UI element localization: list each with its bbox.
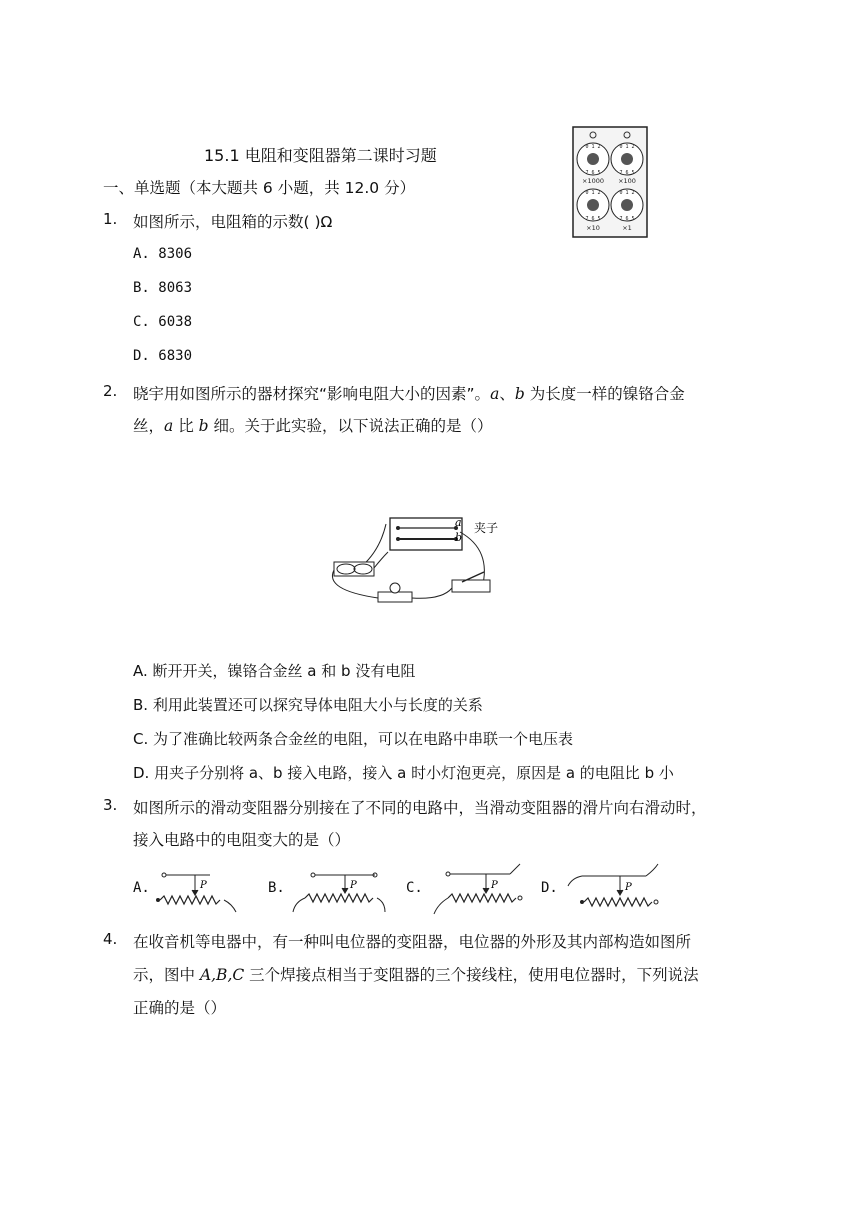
question-4-number: 4. — [103, 930, 118, 948]
multiplier-label-10: ×10 — [586, 224, 600, 232]
slider-label-c: P — [491, 880, 498, 891]
rheostat-option-d-label: D. — [541, 880, 558, 896]
question-2-line-1: 晓宇用如图所示的器材探究“影响电阻大小的因素”。a、b 为长度一样的镍铬合金 — [133, 385, 685, 403]
slider-label-a: P — [200, 880, 207, 891]
slider-label-b: P — [350, 880, 357, 891]
multiplier-label-1000: ×1000 — [582, 177, 604, 185]
page-title: 15.1 电阻和变阻器第二课时习题 — [204, 146, 437, 165]
question-4-line-2: 示，图中 A,B,C 三个焊接点相当于变阻器的三个接线柱，使用电位器时，下列说法 — [133, 966, 699, 984]
question-1-text: 如图所示，电阻箱的示数( )Ω — [133, 213, 333, 231]
rheostat-diagram-c — [428, 860, 528, 916]
question-1-option-d: D. 6830 — [133, 348, 193, 364]
slider-label-d: P — [625, 882, 632, 893]
rheostat-option-a-label: A. — [133, 880, 150, 896]
resistance-box-figure — [572, 126, 648, 238]
svg-text:0 1 2: 0 1 2 — [619, 144, 635, 150]
rheostat-diagram-a — [150, 866, 245, 916]
svg-text:0 1 2: 0 1 2 — [619, 190, 635, 196]
multiplier-label-100: ×100 — [618, 177, 636, 185]
rheostat-option-c-label: C. — [406, 880, 423, 896]
question-2-option-b: B. 利用此装置还可以探究导体电阻大小与长度的关系 — [133, 696, 483, 714]
svg-text:0 1 2: 0 1 2 — [585, 190, 601, 196]
rheostat-diagram-d — [562, 860, 667, 916]
circuit-figure — [322, 510, 522, 620]
section-heading: 一、单选题（本大题共 6 小题，共 12.0 分） — [103, 179, 416, 197]
question-1-option-b: B. 8063 — [133, 280, 193, 296]
svg-text:0 1 2: 0 1 2 — [585, 144, 601, 150]
rheostat-option-b-label: B. — [268, 880, 285, 896]
question-2-line-2: 丝，a 比 b 细。关于此实验，以下说法正确的是（） — [133, 417, 493, 435]
svg-text:7 6 5: 7 6 5 — [619, 216, 635, 222]
wire-label-a: a — [455, 516, 462, 529]
question-4-line-1: 在收音机等电器中，有一种叫电位器的变阻器，电位器的外形及其内部构造如图所 — [133, 933, 692, 951]
rheostat-diagram-b — [285, 866, 390, 916]
clip-label: 夹子 — [474, 521, 499, 535]
svg-text:7 6 5: 7 6 5 — [585, 170, 601, 176]
question-1-option-a: A. 8306 — [133, 246, 193, 262]
question-3-number: 3. — [103, 796, 118, 814]
question-4-line-3: 正确的是（） — [133, 999, 227, 1017]
question-1-option-c: C. 6038 — [133, 314, 193, 330]
svg-text:7 6 5: 7 6 5 — [585, 216, 601, 222]
question-2-number: 2. — [103, 382, 118, 400]
wire-label-b: b — [455, 531, 463, 544]
question-2-option-d: D. 用夹子分别将 a、b 接入电路，接入 a 时小灯泡更亮，原因是 a 的电阻比 b 小 — [133, 764, 674, 782]
svg-text:7 6 5: 7 6 5 — [619, 170, 635, 176]
question-2-option-c: C. 为了准确比较两条合金丝的电阻，可以在电路中串联一个电压表 — [133, 730, 574, 748]
multiplier-label-1: ×1 — [622, 224, 632, 232]
question-1-number: 1. — [103, 210, 118, 228]
question-2-option-a: A. 断开开关，镍铬合金丝 a 和 b 没有电阻 — [133, 662, 416, 680]
question-3-line-1: 如图所示的滑动变阻器分别接在了不同的电路中，当滑动变阻器的滑片向右滑动时， — [133, 799, 707, 817]
question-3-line-2: 接入电路中的电阻变大的是（） — [133, 831, 351, 849]
